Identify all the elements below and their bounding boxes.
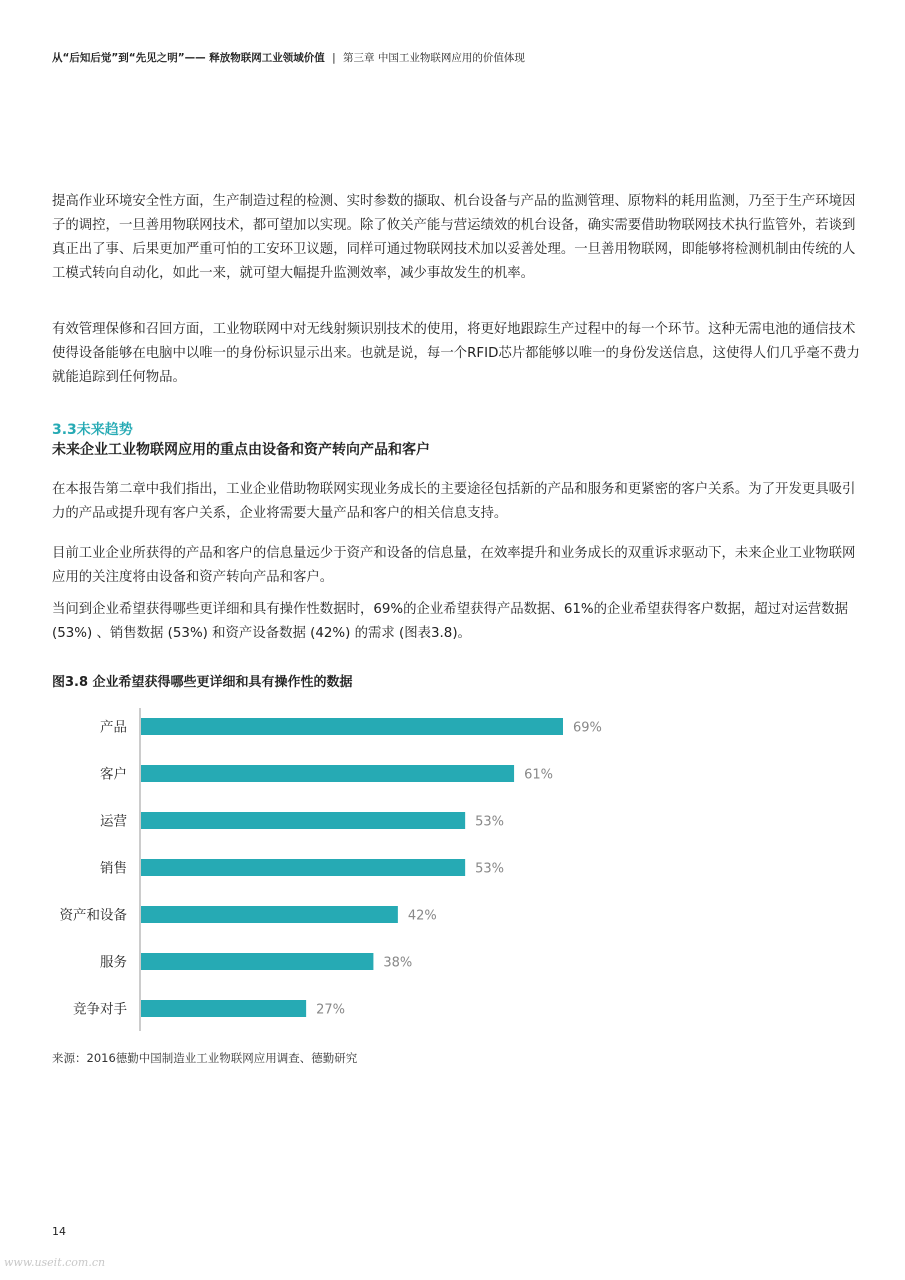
bar [141, 953, 373, 970]
category-label: 销售 [100, 860, 127, 877]
section-heading: 3.3未来趋势 [52, 422, 133, 438]
bar [141, 859, 465, 876]
page-number: 14 [52, 1225, 66, 1238]
bar [141, 1000, 306, 1017]
value-label: 42% [407, 908, 437, 924]
bar-chart [0, 700, 905, 1040]
figure-title: 图3.8 企业希望获得哪些更详细和具有操作性的数据 [52, 675, 353, 690]
value-label: 27% [316, 1002, 346, 1018]
value-label: 38% [383, 955, 413, 971]
paragraph-warranty: 有效管理保修和召回方面，工业物联网中对无线射频识别技术的使用，将更好地跟踪生产过程中的每一个环节。这种无需电池的通信技术使得设备能够在电脑中以唯一的身份标识显示出来。也就是说，每一个RFID芯片都能够以唯一的身份发送信息，这使得人们几乎毫不费力就能追踪到任何物品。 [52, 322, 860, 385]
page-header [52, 50, 872, 65]
value-label: 61% [524, 767, 553, 783]
watermark: www.useit.com.cn [4, 1256, 106, 1269]
category-label: 服务 [100, 954, 127, 971]
bar [141, 718, 563, 735]
bar [141, 765, 514, 782]
header-separator: | [332, 52, 336, 64]
value-label: 69% [573, 720, 602, 736]
category-label: 竞争对手 [73, 1001, 127, 1018]
value-label: 53% [475, 814, 505, 830]
report-title: 从“后知后觉”到“先见之明”—— 释放物联网工业领域价值 [52, 52, 325, 64]
category-label: 产品 [100, 719, 127, 736]
category-label: 客户 [100, 766, 127, 783]
value-label: 53% [475, 861, 505, 877]
paragraph-growth: 在本报告第二章中我们指出，工业企业借助物联网实现业务成长的主要途径包括新的产品和服务和更紧密的客户关系。为了开发更具吸引力的产品或提升现有客户关系，企业将需要大量产品和客户的相关信息支持。 [52, 482, 856, 521]
paragraph-safety: 提高作业环境安全性方面，生产制造过程的检测、实时参数的撷取、机台设备与产品的监测管理、原物料的耗用监测，乃至于生产环境因子的调控，一旦善用物联网技术，都可望加以实现。除了攸关产能与营运绩效的机台设备，确实需要借助物联网技术执行监管外，若谈到真正出了事、后果更加严重可怕的工安环卫议题，同样可通过物联网技术加以妥善处理。一旦善用物联网，即能够将检测机制由传统的人工模式转向自动化，如此一来，就可望大幅提升监测效率，减少事故发生的机率。 [52, 194, 856, 281]
bar [141, 906, 398, 923]
section-subheading: 未来企业工业物联网应用的重点由设备和资产转向产品和客户 [52, 442, 430, 458]
bars-layer [60, 718, 602, 1018]
chapter-title: 第三章 中国工业物联网应用的价值体现 [343, 52, 525, 64]
paragraph-info-gap: 目前工业企业所获得的产品和客户的信息量远少于资产和设备的信息量，在效率提升和业务成长的双重诉求驱动下，未来企业工业物联网应用的关注度将由设备和资产转向产品和客户。 [52, 546, 856, 585]
figure-source: 来源：2016德勤中国制造业工业物联网应用调查、德勤研究 [52, 1051, 358, 1065]
category-label: 运营 [100, 813, 127, 830]
paragraph-survey: 当问到企业希望获得哪些更详细和具有操作性数据时，69%的企业希望获得产品数据、61%的企业希望获得客户数据，超过对运营数据 (53%) 、销售数据 (53%) 和资产设备数据 (42%) 的需求 (图表3.8)。 [52, 602, 849, 641]
category-label: 资产和设备 [59, 907, 127, 924]
bar [141, 812, 465, 829]
